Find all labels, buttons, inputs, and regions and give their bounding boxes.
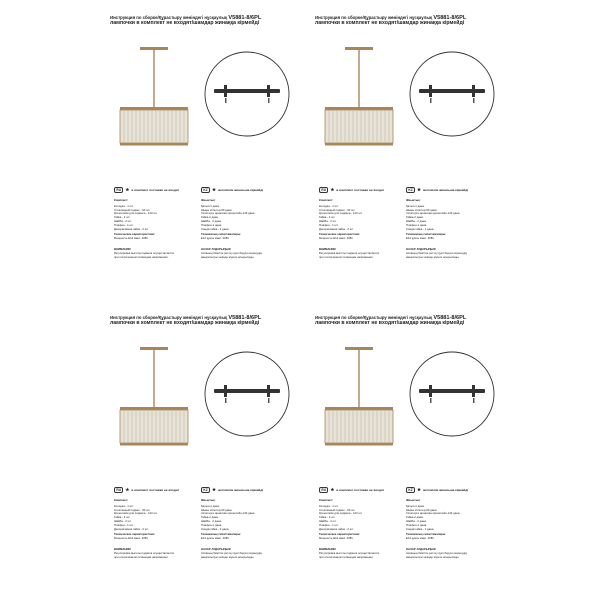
mounting-bracket-diagram [202,49,292,139]
star-icon: ★ [125,487,130,492]
model-number: V5881-8/6PL [433,315,467,321]
star-icon: ★ [212,487,216,492]
star-icon: ★ [330,487,335,492]
kz-note: KZ ★ жеткізілім жинағына кірмейді [406,486,468,494]
kz-note: KZ ★ жеткізілім жинағына кірмейді [406,186,468,194]
bulbs-note: лампочки в комплект не входят/шамдар жинаққа кірмейді [315,20,465,27]
model-number: V5881-8/6PL [433,15,467,21]
instruction-card [315,315,535,565]
star-icon: ★ [417,487,421,492]
kz-badge: KZ [201,187,210,193]
bulbs-note: лампочки в комплект не входят/шамдар жинаққа кірмейді [110,20,260,27]
chandelier-illustration [118,45,190,155]
ru-note: RU ★ в комплект поставки не входит [319,486,384,494]
chandelier-illustration [323,45,395,155]
kz-column: Жиынтық: Қалып-1 дана. Шыны ілгіштер-60 дана Ілгіштерге арналған кронштейн-143 дана Гайка-2 дана. Шайба - 2 дана. Плафон-1 дана. Сәндік гайка - 2 дана. Техникалық сипаттамалары: Е14 қуаты макс. 40Вт. НАЗАР АУДАРЫҢЫЗ! Аспаның биіктігін реттеу қуат беруші кернеудің ажыратылуы кезінде жүзеге асырылады. [406,498,467,559]
kz-note: KZ ★ жеткізілім жинағына кірмейді [201,486,263,494]
ru-note: RU ★ в комплект поставки не входит [114,186,179,194]
ru-column: Комплект: Колодка - 1 шт. Стеклянный подвес - 60 шт. Кронштейн для подвеса - 143 шт. Гайка - 2 шт. Шайба - 2 шт. Плафон - 1 шт. Декоративная гайка - 2 шт. Технические характеристики: Мощность Е14 макс. 40Вт. ВНИМАНИЕ! Регулировка высоты подвеса осуществляется при отключенном питающем напряжении. [114,198,174,259]
kz-column: Жиынтық: Қалып-1 дана. Шыны ілгіштер-60 дана Ілгіштерге арналған кронштейн-143 дана Гайка-2 дана. Шайба - 2 дана. Плафон-1 дана. Сәндік гайка - 2 дана. Техникалық сипаттамалары: Е14 қуаты макс. 40Вт. НАЗАР АУДАРЫҢЫЗ! Аспаның биіктігін реттеу қуат беруші кернеудің ажыратылуы кезінде жүзеге асырылады. [201,198,262,259]
kz-note: KZ ★ жеткізілім жинағына кірмейді [201,186,263,194]
ru-column: Комплект: Колодка - 1 шт. Стеклянный подвес - 60 шт. Кронштейн для подвеса - 143 шт. Гайка - 2 шт. Шайба - 2 шт. Плафон - 1 шт. Декоративная гайка - 2 шт. Технические характеристики: Мощность Е14 макс. 40Вт. ВНИМАНИЕ! Регулировка высоты подвеса осуществляется при отключенном питающем напряжении. [319,498,379,559]
card-title: Инструкция по сборке/Құрастыру жөніндегі нұсқаулық V5881-8/6PL лампочки в комплект не входят/шамдар жинаққа кірмейді [110,315,330,327]
ru-note: RU ★ в комплект поставки не входит [319,186,384,194]
card-title: Инструкция по сборке/Құрастыру жөніндегі нұсқаулық V5881-8/6PL лампочки в комплект не входят/шамдар жинаққа кірмейді [315,15,535,27]
card-title: Инструкция по сборке/Құрастыру жөніндегі нұсқаулық V5881-8/6PL лампочки в комплект не входят/шамдар жинаққа кірмейді [315,315,535,327]
ru-badge: RU [319,187,328,193]
card-title: Инструкция по сборке/Құрастыру жөніндегі нұсқаулық V5881-8/6PL лампочки в комплект не входят/шамдар жинаққа кірмейді [110,15,330,27]
ru-badge: RU [114,487,123,493]
kz-column: Жиынтық: Қалып-1 дана. Шыны ілгіштер-60 дана Ілгіштерге арналған кронштейн-143 дана Гайка-2 дана. Шайба - 2 дана. Плафон-1 дана. Сәндік гайка - 2 дана. Техникалық сипаттамалары: Е14 қуаты макс. 40Вт. НАЗАР АУДАРЫҢЫЗ! Аспаның биіктігін реттеу қуат беруші кернеудің ажыратылуы кезінде жүзеге асырылады. [201,498,262,559]
mounting-bracket-diagram [202,349,292,439]
star-icon: ★ [125,187,130,192]
ru-badge: RU [114,187,123,193]
kz-badge: KZ [406,187,415,193]
instruction-card [315,15,535,265]
instruction-card [110,15,330,265]
ru-note: RU ★ в комплект поставки не входит [114,486,179,494]
star-icon: ★ [212,187,216,192]
ru-column: Комплект: Колодка - 1 шт. Стеклянный подвес - 60 шт. Кронштейн для подвеса - 143 шт. Гайка - 2 шт. Шайба - 2 шт. Плафон - 1 шт. Декоративная гайка - 2 шт. Технические характеристики: Мощность Е14 макс. 40Вт. ВНИМАНИЕ! Регулировка высоты подвеса осуществляется при отключенном питающем напряжении. [319,198,379,259]
model-number: V5881-8/6PL [228,315,262,321]
chandelier-illustration [118,345,190,455]
star-icon: ★ [417,187,421,192]
instruction-card [110,315,330,565]
kz-column: Жиынтық: Қалып-1 дана. Шыны ілгіштер-60 дана Ілгіштерге арналған кронштейн-143 дана Гайка-2 дана. Шайба - 2 дана. Плафон-1 дана. Сәндік гайка - 2 дана. Техникалық сипаттамалары: Е14 қуаты макс. 40Вт. НАЗАР АУДАРЫҢЫЗ! Аспаның биіктігін реттеу қуат беруші кернеудің ажыратылуы кезінде жүзеге асырылады. [406,198,467,259]
mounting-bracket-diagram [407,349,497,439]
ru-badge: RU [319,487,328,493]
mounting-bracket-diagram [407,49,497,139]
bulbs-note: лампочки в комплект не входят/шамдар жинаққа кірмейді [315,320,465,327]
ru-column: Комплект: Колодка - 1 шт. Стеклянный подвес - 60 шт. Кронштейн для подвеса - 143 шт. Гайка - 2 шт. Шайба - 2 шт. Плафон - 1 шт. Декоративная гайка - 2 шт. Технические характеристики: Мощность Е14 макс. 40Вт. ВНИМАНИЕ! Регулировка высоты подвеса осуществляется при отключенном питающем напряжении. [114,498,174,559]
star-icon: ★ [330,187,335,192]
kz-badge: KZ [201,487,210,493]
model-number: V5881-8/6PL [228,15,262,21]
kz-badge: KZ [406,487,415,493]
chandelier-illustration [323,345,395,455]
bulbs-note: лампочки в комплект не входят/шамдар жинаққа кірмейді [110,320,260,327]
